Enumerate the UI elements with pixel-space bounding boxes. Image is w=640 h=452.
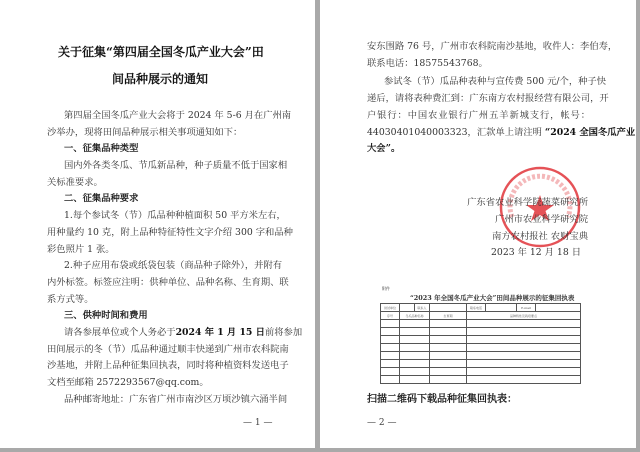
signature-org-1: 广东省农业科学院蔬菜研究所	[467, 197, 588, 208]
deadline-tail: 前将参加	[264, 327, 303, 338]
table-cell	[467, 376, 581, 384]
table-cell: 供试单位	[381, 304, 400, 312]
section-heading: 二、征集品种要求	[64, 193, 139, 204]
table-cell	[486, 304, 517, 312]
notice-title-line2: 间品种展示的通知	[112, 72, 209, 86]
table-row	[381, 320, 581, 328]
table-cell	[430, 352, 467, 360]
table-cell	[430, 320, 467, 328]
body-line: 递后，请将表种费汇到：广东南方农村报经营有限公司，开	[367, 93, 609, 104]
page-1	[0, 0, 315, 448]
table-row	[381, 368, 581, 376]
table-cell	[400, 344, 430, 352]
table-cell	[467, 352, 581, 360]
table-cell	[467, 368, 581, 376]
table-cell	[381, 368, 400, 376]
body-line: 1.每个参试冬（节）瓜品种种植面积 50 平方米左右，	[64, 210, 286, 221]
signature-date: 2023 年 12 月 18 日	[491, 247, 581, 258]
body-line	[367, 127, 635, 139]
table-cell	[381, 328, 400, 336]
table-cell	[467, 320, 581, 328]
table-row	[381, 360, 581, 368]
body-line: 2.种子应用布袋或纸袋包装（商品种子除外），并附有	[64, 260, 283, 271]
body-line: 关标准要求。	[47, 177, 103, 188]
table-cell	[430, 368, 467, 376]
body-line: 沙举办，现将田间品种展示相关事项通知如下：	[47, 127, 243, 138]
table-header-row	[381, 312, 581, 320]
table-cell	[400, 320, 430, 328]
page-number: — 2 —	[367, 418, 397, 428]
table-row	[381, 336, 581, 344]
body-line: 参试冬（节）瓜品种表种与宣传费 500 元/个，种子快	[384, 76, 607, 87]
table-cell	[381, 360, 400, 368]
section-heading: 三、供种时间和费用	[64, 310, 148, 321]
table-cell	[381, 344, 400, 352]
body-line: 田间展示的冬（节）瓜品种通过顺丰快递到广州市农科院南	[47, 344, 289, 355]
table-row	[381, 352, 581, 360]
table-cell	[430, 336, 467, 344]
table-cell	[430, 360, 467, 368]
table-cell: E-mail	[517, 304, 536, 312]
body-line: 品种邮寄地址：广东省广州市南沙区万顷沙镇六涌半间	[64, 394, 288, 405]
table-cell	[400, 336, 430, 344]
deadline-date: 2024 年 1 月 15 日	[175, 327, 265, 338]
table-cell	[467, 328, 581, 336]
remark-bold-end: 大会”。	[367, 143, 401, 154]
table-cell: 联系人	[415, 304, 430, 312]
table-row	[381, 328, 581, 336]
table-header: 生育期	[430, 312, 467, 320]
table-cell	[400, 352, 430, 360]
body-line: 户银行：中国农业银行广州五羊新城支行，帐号：	[367, 110, 590, 121]
body-line: 彩色照片 1 张。	[47, 244, 115, 255]
table-cell	[381, 376, 400, 384]
signature-org-3: 南方农村报社 农财宝典	[492, 231, 588, 242]
body-line: 用种量约 10 克，附上品种特征特性文字介绍 300 字和品种	[47, 227, 293, 238]
account-text: 44030401040003323，汇款单上请注明	[367, 127, 542, 138]
table-cell	[400, 376, 430, 384]
table-row	[381, 304, 581, 312]
table-cell	[381, 336, 400, 344]
table-row	[381, 376, 581, 384]
body-line: 内外标签。标签应注明：供种单位、品种名称、生育期、联	[47, 277, 289, 288]
page-2	[320, 0, 636, 448]
table-cell	[430, 376, 467, 384]
table-title: “2023 年全国冬瓜产业大会”田间品种展示的征集回执表	[410, 294, 575, 302]
table-cell	[467, 344, 581, 352]
table-cell	[381, 352, 400, 360]
table-cell	[430, 328, 467, 336]
deadline-lead: 请各参展单位或个人务必于	[64, 327, 176, 338]
page-number: — 1 —	[243, 418, 273, 428]
body-line	[64, 327, 302, 339]
scan-qr-text: 扫描二维码下载品种征集回执表：	[367, 394, 517, 405]
body-line: 第四届全国冬瓜产业大会将于 2024 年 5-6 月在广州南	[64, 110, 292, 121]
table-header: 冬瓜品种名称	[400, 312, 430, 320]
table-cell	[430, 304, 467, 312]
remark-bold: “2024 全国冬瓜产业	[544, 127, 636, 138]
body-line: 国内外各类冬瓜、节瓜新品种，种子质量不低于国家相	[64, 160, 288, 171]
email-line: 文档至邮箱 2572293567@qq.com。	[47, 377, 209, 388]
table-cell	[400, 368, 430, 376]
table-cell: 联系电话	[467, 304, 486, 312]
table-cell	[400, 360, 430, 368]
table-cell	[381, 320, 400, 328]
table-cell	[467, 360, 581, 368]
signature-org-2: 广州市农业科学研究院	[495, 214, 588, 225]
receipt-form-table	[380, 303, 581, 384]
section-heading: 一、征集品种类型	[64, 143, 139, 154]
table-cell	[536, 304, 581, 312]
table-cell	[430, 344, 467, 352]
body-line: 沙基地，并附上品种征集回执表，同时将种植资料发送电子	[47, 360, 289, 371]
body-line: 联系电话：18575543768。	[367, 58, 488, 69]
body-line: 系方式等。	[47, 294, 94, 305]
table-cell	[467, 336, 581, 344]
table-row	[381, 344, 581, 352]
table-cell	[400, 304, 415, 312]
notice-title-line1: 关于征集“第四届全国冬瓜产业大会”田	[58, 45, 264, 59]
table-header: 品种特性及栽培要点	[467, 312, 581, 320]
attachment-label: 附件	[382, 286, 390, 291]
table-header: 序号	[381, 312, 400, 320]
body-line: 安东围路 76 号，广州市农科院南沙基地，收件人：李伯寿，	[367, 41, 618, 52]
table-cell	[400, 328, 430, 336]
